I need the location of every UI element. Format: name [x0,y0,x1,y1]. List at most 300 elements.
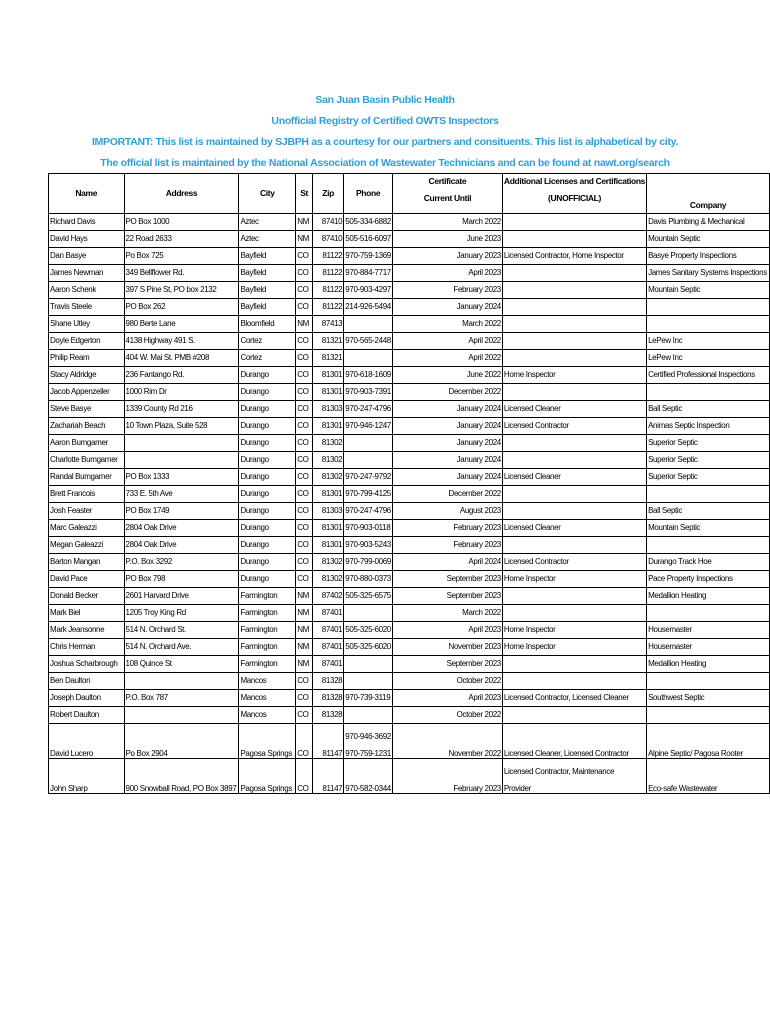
cell-st: CO [296,537,313,554]
cell-name: David Hays [49,231,125,248]
cell-name: Mark Jeansonne [49,622,125,639]
cell-zip: 87401 [313,622,344,639]
cell-address: 1339 County Rd 216 [124,401,239,418]
cell-company: Durango Track Hoe [647,554,770,571]
cell-cert: September 2023 [392,588,502,605]
cell-name: Charlotte Bumgarner [49,452,125,469]
table-row [49,435,770,452]
cell-zip: 87410 [313,214,344,231]
cell-city: Bloomfield [239,316,296,333]
cell-zip: 81328 [313,690,344,707]
cell-zip: 81302 [313,571,344,588]
cell-licenses: Home Inspector [502,571,646,588]
cell-company: Southwest Septic [647,690,770,707]
cell-licenses [502,605,646,622]
cell-city: Durango [239,384,296,401]
cell-phone: 505-325-6575 [344,588,393,605]
cell-zip: 87413 [313,316,344,333]
cell-address: 2601 Harvard Drive [124,588,239,605]
cell-address: P.O. Box 787 [124,690,239,707]
cell-name: Josh Feaster [49,503,125,520]
cell-company: Mountain Septic [647,231,770,248]
cell-company [647,673,770,690]
cell-st: CO [296,469,313,486]
cell-st: NM [296,622,313,639]
cell-phone: 970-565-2448 [344,333,393,350]
cell-address: 2804 Oak Drive [124,537,239,554]
table-row [49,214,770,231]
cell-st: CO [296,707,313,724]
cell-licenses: Licensed Cleaner [502,469,646,486]
table-row [49,554,770,571]
table-row [49,486,770,503]
cell-zip: 81328 [313,707,344,724]
cell-company: Housemaster [647,622,770,639]
cell-name: John Sharp [49,759,125,794]
cell-address [124,707,239,724]
cell-cert: January 2024 [392,469,502,486]
cell-name: Aaron Schenk [49,282,125,299]
cell-cert: April 2024 [392,554,502,571]
cell-cert: March 2022 [392,214,502,231]
cell-zip: 81301 [313,537,344,554]
cell-company: Mountain Septic [647,282,770,299]
cell-company [647,299,770,316]
table-row [49,673,770,690]
table-row [49,571,770,588]
cell-st: CO [296,265,313,282]
cell-st: CO [296,673,313,690]
table-row [49,231,770,248]
col-company: Company [647,174,770,214]
cell-city: Pagosa Springs [239,724,296,759]
cell-cert: December 2022 [392,384,502,401]
cell-name: Mark Biel [49,605,125,622]
table-row [49,605,770,622]
cell-licenses [502,265,646,282]
cell-address: 404 W. Mai St. PMB #208 [124,350,239,367]
table-row [49,316,770,333]
cell-city: Durango [239,486,296,503]
cell-address: 397 S Pine St, PO box 2132 [124,282,239,299]
cell-company: Superior Septic [647,435,770,452]
cell-city: Durango [239,367,296,384]
cell-zip: 81328 [313,673,344,690]
cell-phone: 970-759-1369 [344,248,393,265]
cell-address: PO Box 1749 [124,503,239,520]
cell-city: Durango [239,469,296,486]
cell-city: Cortez [239,350,296,367]
cell-company [647,486,770,503]
cell-company [647,707,770,724]
cell-name: Barton Mangan [49,554,125,571]
table-row [49,588,770,605]
cell-zip: 81302 [313,469,344,486]
cell-phone: 970-903-7391 [344,384,393,401]
cell-zip: 81301 [313,520,344,537]
table-row [49,656,770,673]
cell-st: CO [296,350,313,367]
cell-city: Aztec [239,214,296,231]
cell-phone: 505-516-6097 [344,231,393,248]
cell-cert: September 2023 [392,656,502,673]
cell-licenses: Licensed Cleaner [502,401,646,418]
cell-cert: January 2024 [392,401,502,418]
cell-cert: January 2024 [392,452,502,469]
cell-name: David Lucero [49,724,125,759]
cell-company: Alpine Septic/ Pagosa Rooter [647,724,770,759]
cell-st: NM [296,588,313,605]
cell-phone: 214-926-5494 [344,299,393,316]
cell-phone [344,673,393,690]
table-row [49,265,770,282]
cell-address: 514 N. Orchard Ave. [124,639,239,656]
cell-st: NM [296,605,313,622]
cell-city: Durango [239,503,296,520]
cell-licenses-line2: Provider [503,783,531,793]
cell-cert: October 2022 [392,673,502,690]
cell-city: Aztec [239,231,296,248]
cell-address: 1205 Troy King Rd [124,605,239,622]
cell-cert: June 2022 [392,367,502,384]
cell-zip: 81321 [313,350,344,367]
cell-phone: 970-884-7717 [344,265,393,282]
cell-licenses [502,452,646,469]
cell-company: Ball Septic [647,401,770,418]
cell-city: Durango [239,520,296,537]
cell-company: Animas Septic Inspection [647,418,770,435]
cell-licenses [502,673,646,690]
cell-name: Aaron Bumgarner [49,435,125,452]
cell-phone: 970-582-0344 [344,759,393,794]
cell-city: Bayfield [239,248,296,265]
cell-city: Durango [239,571,296,588]
cell-address: 108 Quince St [124,656,239,673]
cell-st: NM [296,656,313,673]
cell-city: Bayfield [239,282,296,299]
cell-cert: February 2023 [392,537,502,554]
cell-company [647,384,770,401]
col-certificate-line2: Current Until [423,192,472,203]
cell-zip: 81147 [313,759,344,794]
cell-zip: 87401 [313,639,344,656]
cell-zip: 81302 [313,452,344,469]
cell-address: 514 N. Orchard St. [124,622,239,639]
cell-phone: 505-325-6020 [344,639,393,656]
cell-licenses: Licensed Contractor, Home Inspector [502,248,646,265]
col-certificate [392,174,502,214]
cell-cert: November 2023 [392,639,502,656]
cell-address: 349 Bellflower Rd. [124,265,239,282]
cell-name: Richard Davis [49,214,125,231]
cell-licenses: Home Inspector [502,367,646,384]
cell-st: CO [296,401,313,418]
cell-zip: 81122 [313,265,344,282]
inspectors-table [48,173,770,794]
cell-phone: 970-903-0118 [344,520,393,537]
cell-phone: 970-946-1247 [344,418,393,435]
cell-city: Durango [239,401,296,418]
cell-name: David Pace [49,571,125,588]
cell-licenses [502,707,646,724]
cell-city: Mancos [239,707,296,724]
cell-st: CO [296,759,313,794]
cell-licenses: Licensed Contractor, Licensed Cleaner [502,690,646,707]
cell-licenses [502,231,646,248]
cell-city: Farmington [239,622,296,639]
cell-st: NM [296,316,313,333]
table-header-row [49,174,770,214]
cell-address: 980 Berte Lane [124,316,239,333]
cell-licenses: Licensed Cleaner, Licensed Contractor [502,724,646,759]
cell-cert: January 2024 [392,418,502,435]
cell-st: CO [296,248,313,265]
cell-company: Superior Septic [647,469,770,486]
cell-cert: February 2023 [392,759,502,794]
table-row [49,503,770,520]
cell-zip: 81303 [313,401,344,418]
col-phone: Phone [344,174,393,214]
cell-phone [344,656,393,673]
cell-name: Joshua Scharbrough [49,656,125,673]
cell-licenses [502,588,646,605]
cell-phone: 970-247-9792 [344,469,393,486]
cell-company: Medallion Heating [647,588,770,605]
cell-phone: 970-903-5243 [344,537,393,554]
col-address: Address [124,174,239,214]
cell-st: CO [296,554,313,571]
cell-address: P.O. Box 3292 [124,554,239,571]
cell-company: Davis Plumbing & Mechanical [647,214,770,231]
cell-city: Farmington [239,588,296,605]
cell-st: NM [296,231,313,248]
cell-city: Bayfield [239,265,296,282]
cell-zip: 81302 [313,554,344,571]
cell-cert: April 2022 [392,350,502,367]
table-row [49,418,770,435]
table-row [49,401,770,418]
cell-cert: August 2023 [392,503,502,520]
cell-city: Bayfield [239,299,296,316]
cell-cert: October 2022 [392,707,502,724]
cell-licenses [502,350,646,367]
cell-name: Zachariah Beach [49,418,125,435]
cell-phone-line2: 970-759-1231 [345,748,391,758]
cell-name: Randal Bumgarner [49,469,125,486]
cell-company [647,537,770,554]
cell-cert: June 2023 [392,231,502,248]
cell-address: 900 Snowball Road, PO Box 3897 [124,759,239,794]
cell-phone: 970-618-1609 [344,367,393,384]
cell-licenses: Home Inspector [502,622,646,639]
cell-address [124,452,239,469]
cell-address: 733 E. 5th Ave [124,486,239,503]
cell-city: Mancos [239,690,296,707]
cell-licenses: Licensed Cleaner [502,520,646,537]
cell-address: PO Box 262 [124,299,239,316]
cell-st: CO [296,435,313,452]
table-row [49,724,770,759]
cell-phone [344,435,393,452]
cell-zip: 81303 [313,503,344,520]
cell-zip: 87401 [313,656,344,673]
cell-st: CO [296,282,313,299]
cell-company: Medallion Heating [647,656,770,673]
cell-phone: 970-880-0373 [344,571,393,588]
cell-city: Mancos [239,673,296,690]
cell-st: CO [296,333,313,350]
table-row [49,537,770,554]
cell-st: CO [296,520,313,537]
cell-phone: 970-739-3119 [344,690,393,707]
cell-st: CO [296,418,313,435]
cell-st: CO [296,384,313,401]
cell-phone: 970-799-4125 [344,486,393,503]
cell-name: Travis Steele [49,299,125,316]
cell-address: 2804 Oak Drive [124,520,239,537]
table-row [49,452,770,469]
col-licenses [502,174,646,214]
cell-cert: April 2023 [392,622,502,639]
table-row [49,622,770,639]
cell-cert: January 2023 [392,248,502,265]
col-licenses-line1: Additional Licenses and Certifications [503,176,646,186]
cell-zip: 81301 [313,418,344,435]
cell-licenses [502,214,646,231]
col-city: City [239,174,296,214]
cell-city: Farmington [239,605,296,622]
cell-st: CO [296,299,313,316]
cell-company [647,316,770,333]
cell-st: CO [296,571,313,588]
table-row [49,639,770,656]
cell-st: CO [296,724,313,759]
official-list-note: The official list is maintained by the National Association of Wastewater Technicians and can be found at nawt.org/search [100,157,670,169]
cell-cert: April 2023 [392,265,502,282]
cell-licenses-line1: Licensed Contractor, Maintenance [503,767,615,776]
cell-phone [344,707,393,724]
cell-company: Housemaster [647,639,770,656]
cell-company: James Sanitary Systems Inspections [647,265,770,282]
cell-licenses [502,316,646,333]
cell-city: Durango [239,554,296,571]
table-row [49,759,770,794]
cell-name: Ben Daulton [49,673,125,690]
cell-phone-line1: 970-946-3692 [345,732,391,741]
cell-zip: 87410 [313,231,344,248]
cell-name: Jacob Appenzeller [49,384,125,401]
cell-phone [344,605,393,622]
cell-zip: 87402 [313,588,344,605]
cell-company: Superior Septic [647,452,770,469]
cell-company [647,605,770,622]
cell-cert: April 2023 [392,690,502,707]
cell-city: Pagosa Springs [239,759,296,794]
cell-address: 236 Fantango Rd. [124,367,239,384]
cell-cert: March 2022 [392,605,502,622]
cell-name: Megan Galeazzi [49,537,125,554]
cell-st: NM [296,639,313,656]
cell-address [124,673,239,690]
cell-licenses [502,537,646,554]
table-row [49,690,770,707]
col-certificate-line1: Certificate [428,176,467,186]
cell-st: CO [296,452,313,469]
cell-phone [344,452,393,469]
cell-company: Ball Septic [647,503,770,520]
registry-title: Unofficial Registry of Certified OWTS Inspectors [271,115,499,127]
cell-address: 10 Town Plaza, Suite 528 [124,418,239,435]
cell-licenses [502,299,646,316]
cell-company: Basye Property Inspections [647,248,770,265]
cell-company: LePew Inc [647,350,770,367]
cell-zip: 81301 [313,384,344,401]
cell-company: Mountain Septic [647,520,770,537]
cell-city: Durango [239,537,296,554]
cell-name: Philip Ream [49,350,125,367]
cell-name: Doyle Edgerton [49,333,125,350]
cell-cert: March 2022 [392,316,502,333]
cell-zip: 81122 [313,299,344,316]
cell-city: Durango [239,435,296,452]
cell-city: Farmington [239,656,296,673]
cell-cert: February 2023 [392,520,502,537]
cell-cert: January 2024 [392,435,502,452]
col-zip: Zip [313,174,344,214]
cell-address: PO Box 798 [124,571,239,588]
col-st: St [296,174,313,214]
cell-phone [344,316,393,333]
cell-name: Chris Herman [49,639,125,656]
cell-zip: 81301 [313,367,344,384]
cell-phone: 970-247-4796 [344,503,393,520]
table-row [49,299,770,316]
cell-company: Eco-safe Wastewater [647,759,770,794]
cell-licenses: Licensed Contractor [502,554,646,571]
cell-phone: 505-325-6020 [344,622,393,639]
cell-cert: September 2023 [392,571,502,588]
cell-licenses: Licensed Contractor [502,418,646,435]
cell-zip: 81301 [313,486,344,503]
table-row [49,367,770,384]
cell-name: Stacy Aldridge [49,367,125,384]
cell-licenses [502,656,646,673]
important-note: IMPORTANT: This list is maintained by SJBPH as a courtesy for our partners and consituents. This list is alphabetical by city. [91,136,679,148]
table-row [49,350,770,367]
cell-licenses [502,333,646,350]
cell-name: Robert Daulton [49,707,125,724]
cell-company: Certified Professional Inspections [647,367,770,384]
col-name: Name [49,174,125,214]
cell-cert: November 2022 [392,724,502,759]
cell-licenses [502,486,646,503]
cell-phone: 505-334-6882 [344,214,393,231]
cell-city: Farmington [239,639,296,656]
cell-licenses [502,503,646,520]
table-row [49,469,770,486]
table-row [49,333,770,350]
cell-licenses [502,384,646,401]
cell-cert: April 2022 [392,333,502,350]
cell-zip: 81122 [313,248,344,265]
cell-company: Pace Property Inspections [647,571,770,588]
table-row [49,248,770,265]
cell-zip: 81321 [313,333,344,350]
cell-st: CO [296,367,313,384]
cell-phone [344,724,393,759]
table-row [49,520,770,537]
cell-cert: December 2022 [392,486,502,503]
